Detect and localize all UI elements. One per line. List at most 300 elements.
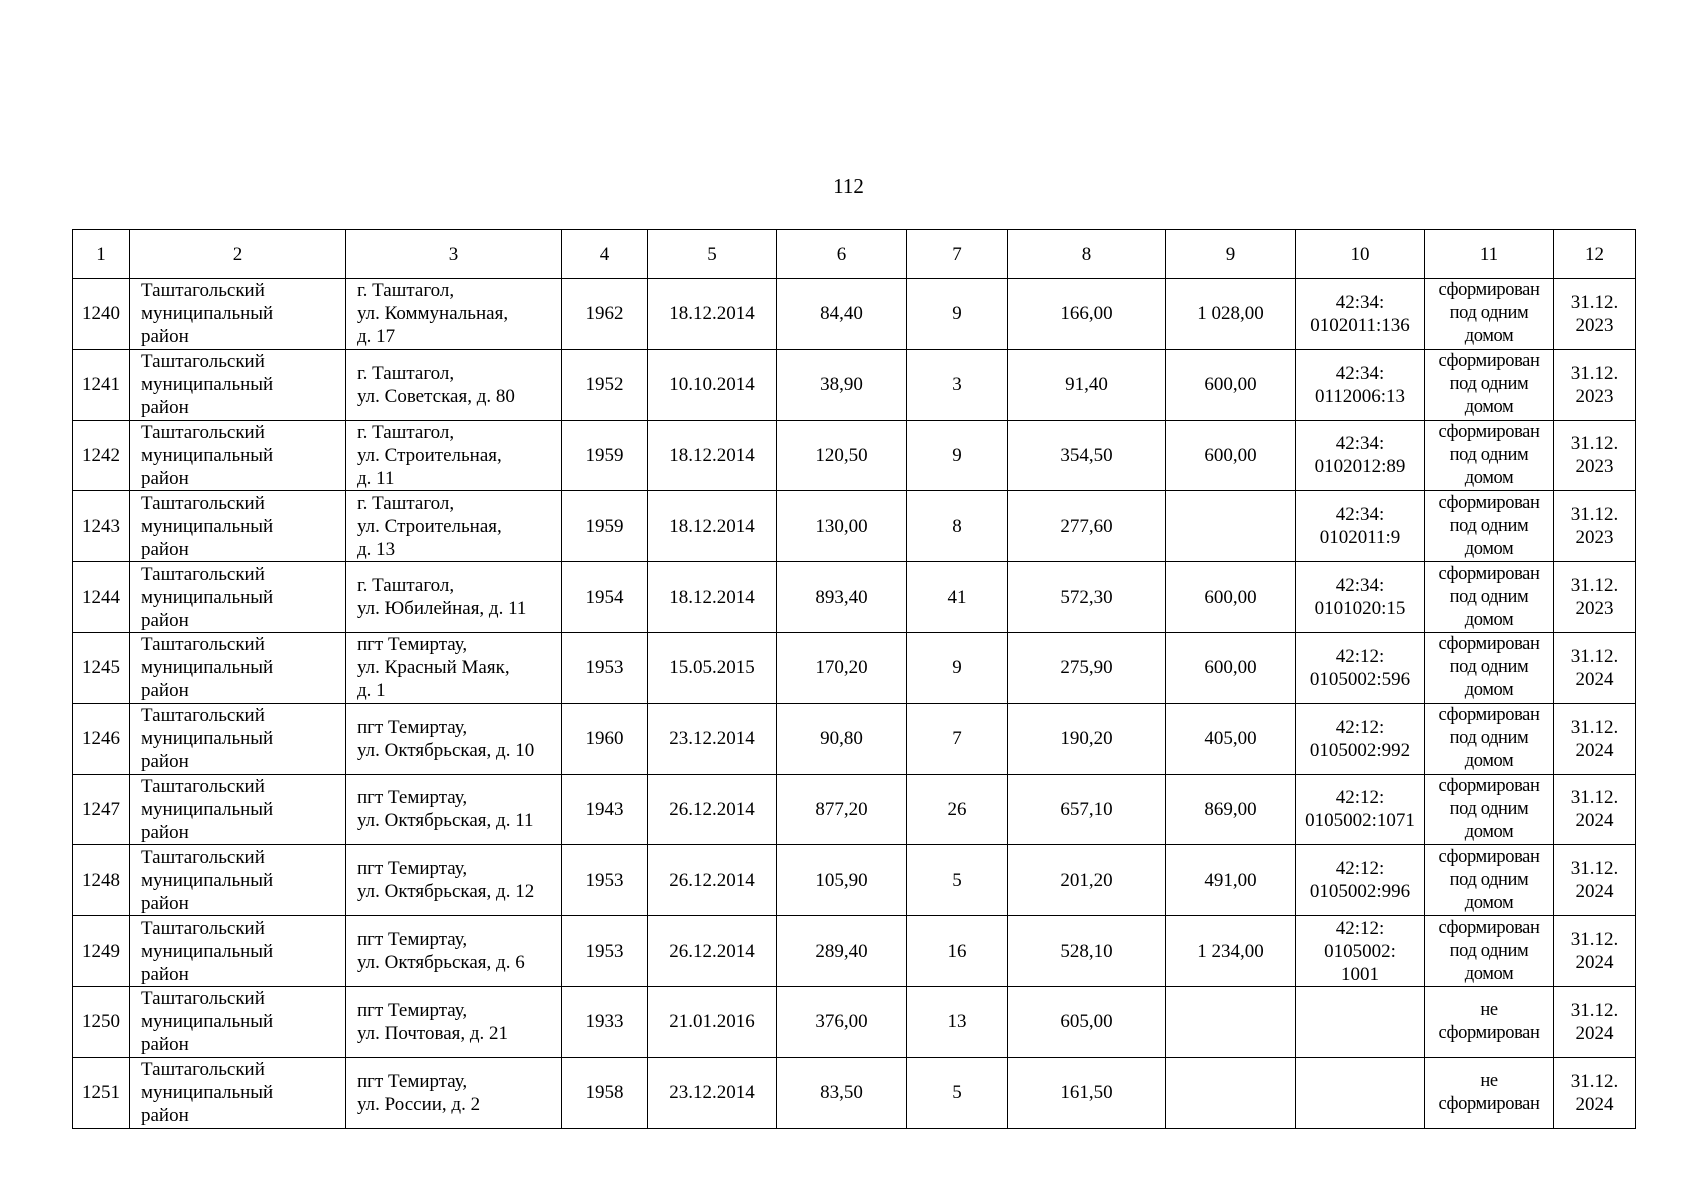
cadastral-number-line: 42:34: [1335, 504, 1385, 526]
residents-cell: 3 [907, 349, 1008, 420]
address-line: д. 11 [357, 467, 395, 489]
column-header-10: 10 [1296, 230, 1425, 279]
residents-cell: 13 [907, 986, 1008, 1057]
land-plot-status-line: под одним [1449, 515, 1529, 536]
address-line: пгт Темиртау, [357, 858, 468, 880]
deadline-date-line: 2023 [1575, 456, 1614, 478]
address-cell [346, 562, 562, 633]
date-cell: 26.12.2014 [648, 916, 777, 987]
municipality-line: муниципальный [141, 798, 274, 820]
deadline-date-cell [1554, 562, 1636, 633]
row-number-cell: 1247 [73, 774, 130, 845]
address-line: пгт Темиртау, [357, 999, 468, 1021]
area-cell-8: 277,60 [1008, 491, 1166, 562]
year-built-cell: 1943 [562, 774, 648, 845]
address-line: д. 1 [357, 680, 386, 702]
column-header-9: 9 [1166, 230, 1296, 279]
land-plot-status-cell [1425, 916, 1554, 987]
municipality-line: Таштагольский [141, 634, 265, 656]
cadastral-number-line: 0105002: [1324, 940, 1396, 962]
row-number-cell: 1244 [73, 562, 130, 633]
date-cell: 23.12.2014 [648, 1057, 777, 1128]
municipality-line: район [141, 397, 189, 419]
address-line: ул. Октябрьская, д. 12 [357, 881, 535, 903]
deadline-date-line: 31.12. [1570, 1070, 1619, 1092]
land-plot-status-line: под одним [1449, 586, 1529, 607]
address-cell [346, 632, 562, 703]
land-plot-status-line: сформирован [1438, 492, 1540, 513]
cadastral-number-line: 42:34: [1335, 362, 1385, 384]
cadastral-number-cell [1296, 703, 1425, 774]
residents-cell: 26 [907, 774, 1008, 845]
cadastral-number-cell [1296, 986, 1425, 1057]
area-cell-6: 376,00 [777, 986, 907, 1057]
land-plot-status-line: под одним [1449, 869, 1529, 890]
deadline-date-line: 2024 [1575, 810, 1614, 832]
area-cell-9: 1 028,00 [1166, 279, 1296, 350]
table-row [73, 774, 1636, 845]
municipality-line: муниципальный [141, 374, 274, 396]
municipality-line: муниципальный [141, 515, 274, 537]
row-number-cell: 1245 [73, 632, 130, 703]
cadastral-number-line: 1001 [1341, 963, 1379, 985]
cadastral-number-cell [1296, 491, 1425, 562]
cadastral-number-line: 42:34: [1335, 575, 1385, 597]
address-line: г. Таштагол, [357, 492, 455, 514]
cadastral-number-cell [1296, 916, 1425, 987]
cadastral-number-line: 42:12: [1335, 645, 1385, 667]
table-row [73, 562, 1636, 633]
address-cell [346, 1057, 562, 1128]
table-row [73, 632, 1636, 703]
address-cell [346, 703, 562, 774]
municipality-line: Таштагольский [141, 988, 265, 1010]
land-plot-status-line: сформирован [1438, 563, 1540, 584]
cadastral-number-line: 0102011:9 [1319, 527, 1401, 549]
deadline-date-line: 2023 [1575, 314, 1614, 336]
deadline-date-cell [1554, 986, 1636, 1057]
address-line: ул. Советская, д. 80 [357, 385, 515, 407]
deadline-date-line: 2024 [1575, 739, 1614, 761]
land-plot-status-cell [1425, 1057, 1554, 1128]
municipality-line: муниципальный [141, 728, 274, 750]
land-plot-status-line: домом [1464, 397, 1514, 418]
cadastral-number-line: 0105002:1071 [1305, 810, 1415, 832]
cadastral-number-cell [1296, 632, 1425, 703]
residents-cell: 8 [907, 491, 1008, 562]
cadastral-number-line: 0105002:996 [1309, 881, 1411, 903]
row-number-cell: 1248 [73, 845, 130, 916]
address-cell [346, 845, 562, 916]
land-plot-status-line: под одним [1449, 303, 1529, 324]
land-plot-status-cell [1425, 845, 1554, 916]
municipality-cell [130, 1057, 346, 1128]
deadline-date-cell [1554, 1057, 1636, 1128]
municipality-line: Таштагольский [141, 280, 265, 302]
cadastral-number-cell [1296, 420, 1425, 491]
cadastral-number-line: 0105002:596 [1309, 668, 1411, 690]
deadline-date-line: 31.12. [1570, 999, 1619, 1021]
row-number-cell: 1246 [73, 703, 130, 774]
cadastral-number-cell [1296, 845, 1425, 916]
address-cell [346, 916, 562, 987]
column-header-3: 3 [346, 230, 562, 279]
cadastral-number-line: 42:34: [1335, 291, 1385, 313]
municipality-cell [130, 562, 346, 633]
municipality-line: район [141, 609, 189, 631]
land-plot-status-cell [1425, 349, 1554, 420]
area-cell-9 [1166, 491, 1296, 562]
column-header-1: 1 [73, 230, 130, 279]
area-cell-9 [1166, 1057, 1296, 1128]
area-cell-9: 491,00 [1166, 845, 1296, 916]
land-plot-status-cell [1425, 562, 1554, 633]
municipality-line: Таштагольский [141, 917, 265, 939]
municipality-line: Таштагольский [141, 846, 265, 868]
date-cell: 26.12.2014 [648, 774, 777, 845]
date-cell: 23.12.2014 [648, 703, 777, 774]
deadline-date-line: 31.12. [1570, 645, 1619, 667]
deadline-date-cell [1554, 774, 1636, 845]
cadastral-number-line: 42:12: [1335, 917, 1385, 939]
municipality-line: район [141, 326, 189, 348]
cadastral-number-line: 42:12: [1335, 858, 1385, 880]
year-built-cell: 1953 [562, 916, 648, 987]
cadastral-number-line: 0102011:136 [1310, 314, 1410, 336]
table-row [73, 279, 1636, 350]
address-line: ул. Октябрьская, д. 6 [357, 952, 525, 974]
deadline-date-line: 2023 [1575, 385, 1614, 407]
area-cell-6: 289,40 [777, 916, 907, 987]
area-cell-6: 893,40 [777, 562, 907, 633]
land-plot-status-line: сформирован [1438, 846, 1540, 867]
municipality-line: муниципальный [141, 1082, 274, 1104]
land-plot-status-line: домом [1464, 467, 1514, 488]
address-cell [346, 349, 562, 420]
cadastral-number-cell [1296, 349, 1425, 420]
row-number-cell: 1240 [73, 279, 130, 350]
cadastral-number-line: 42:12: [1335, 787, 1385, 809]
land-plot-status-line: сформирован [1438, 775, 1540, 796]
municipality-line: район [141, 680, 189, 702]
address-line: пгт Темиртау, [357, 929, 468, 951]
residents-cell: 9 [907, 279, 1008, 350]
residents-cell: 7 [907, 703, 1008, 774]
municipality-line: Таштагольский [141, 421, 265, 443]
deadline-date-cell [1554, 420, 1636, 491]
land-plot-status-line: домом [1464, 538, 1514, 559]
area-cell-9: 600,00 [1166, 632, 1296, 703]
municipality-line: район [141, 1105, 189, 1127]
area-cell-9: 405,00 [1166, 703, 1296, 774]
municipality-cell [130, 491, 346, 562]
deadline-date-line: 31.12. [1570, 929, 1619, 951]
area-cell-8: 166,00 [1008, 279, 1166, 350]
land-plot-status-cell [1425, 420, 1554, 491]
date-cell: 18.12.2014 [648, 279, 777, 350]
deadline-date-line: 2024 [1575, 1022, 1614, 1044]
cadastral-number-line: 0112006:13 [1314, 385, 1406, 407]
municipality-line: муниципальный [141, 657, 274, 679]
address-line: ул. России, д. 2 [357, 1093, 481, 1115]
deadline-date-line: 31.12. [1570, 291, 1619, 313]
deadline-date-cell [1554, 279, 1636, 350]
land-plot-status-cell [1425, 703, 1554, 774]
land-plot-status-line: под одним [1449, 444, 1529, 465]
table-row [73, 916, 1636, 987]
column-header-12: 12 [1554, 230, 1636, 279]
area-cell-9 [1166, 986, 1296, 1057]
column-number-header-row [73, 230, 1636, 279]
area-cell-9: 869,00 [1166, 774, 1296, 845]
area-cell-6: 105,90 [777, 845, 907, 916]
column-header-4: 4 [562, 230, 648, 279]
residents-cell: 16 [907, 916, 1008, 987]
address-line: ул. Октябрьская, д. 11 [357, 810, 534, 832]
municipality-line: муниципальный [141, 444, 274, 466]
column-header-6: 6 [777, 230, 907, 279]
municipality-cell [130, 279, 346, 350]
land-plot-status-cell [1425, 632, 1554, 703]
area-cell-8: 91,40 [1008, 349, 1166, 420]
land-plot-status-line: домом [1464, 821, 1514, 842]
municipality-line: Таштагольский [141, 705, 265, 727]
address-line: ул. Почтовая, д. 21 [357, 1022, 509, 1044]
table-row [73, 1057, 1636, 1128]
deadline-date-line: 2024 [1575, 668, 1614, 690]
municipality-line: Таштагольский [141, 1059, 265, 1081]
address-cell [346, 774, 562, 845]
municipality-cell [130, 420, 346, 491]
address-line: ул. Строительная, [357, 515, 502, 537]
residents-cell: 5 [907, 845, 1008, 916]
land-plot-status-line: под одним [1449, 940, 1529, 961]
land-plot-status-line: сформирован [1438, 351, 1540, 372]
row-number-cell: 1251 [73, 1057, 130, 1128]
deadline-date-line: 31.12. [1570, 716, 1619, 738]
column-header-7: 7 [907, 230, 1008, 279]
land-plot-status-line: домом [1464, 751, 1514, 772]
municipality-line: район [141, 821, 189, 843]
deadline-date-line: 31.12. [1570, 433, 1619, 455]
address-line: пгт Темиртау, [357, 634, 468, 656]
address-cell [346, 420, 562, 491]
deadline-date-cell [1554, 703, 1636, 774]
municipality-line: Таштагольский [141, 563, 265, 585]
column-header-8: 8 [1008, 230, 1166, 279]
year-built-cell: 1952 [562, 349, 648, 420]
date-cell: 18.12.2014 [648, 562, 777, 633]
land-plot-status-line: домом [1464, 892, 1514, 913]
address-cell [346, 986, 562, 1057]
land-plot-status-line: под одним [1449, 728, 1529, 749]
area-cell-8: 275,90 [1008, 632, 1166, 703]
cadastral-number-line: 42:12: [1335, 716, 1385, 738]
address-line: ул. Строительная, [357, 444, 502, 466]
area-cell-8: 528,10 [1008, 916, 1166, 987]
deadline-date-line: 31.12. [1570, 575, 1619, 597]
address-line: ул. Коммунальная, [357, 303, 509, 325]
deadline-date-line: 2023 [1575, 527, 1614, 549]
page-number: 112 [833, 174, 864, 198]
table-row [73, 491, 1636, 562]
municipality-line: район [141, 1034, 189, 1056]
area-cell-8: 572,30 [1008, 562, 1166, 633]
municipality-line: район [141, 751, 189, 773]
deadline-date-line: 31.12. [1570, 504, 1619, 526]
area-cell-6: 877,20 [777, 774, 907, 845]
land-plot-status-line: домом [1464, 326, 1514, 347]
cadastral-number-line: 0101020:15 [1314, 598, 1406, 620]
land-plot-status-cell [1425, 986, 1554, 1057]
residents-cell: 5 [907, 1057, 1008, 1128]
municipality-line: муниципальный [141, 586, 274, 608]
deadline-date-line: 2023 [1575, 598, 1614, 620]
cadastral-number-line: 0102012:89 [1314, 456, 1406, 478]
municipality-line: муниципальный [141, 869, 274, 891]
address-line: д. 13 [357, 538, 396, 560]
cadastral-number-line: 0105002:992 [1309, 739, 1411, 761]
residents-cell: 9 [907, 420, 1008, 491]
area-cell-8: 190,20 [1008, 703, 1166, 774]
address-cell [346, 491, 562, 562]
cadastral-number-cell [1296, 774, 1425, 845]
cadastral-number-cell [1296, 1057, 1425, 1128]
land-plot-status-line: сформирован [1438, 634, 1540, 655]
year-built-cell: 1953 [562, 845, 648, 916]
year-built-cell: 1960 [562, 703, 648, 774]
municipality-line: район [141, 467, 189, 489]
deadline-date-line: 31.12. [1570, 362, 1619, 384]
municipality-line: Таштагольский [141, 492, 265, 514]
municipality-cell [130, 916, 346, 987]
land-plot-status-cell [1425, 279, 1554, 350]
year-built-cell: 1954 [562, 562, 648, 633]
municipality-line: район [141, 538, 189, 560]
municipality-cell [130, 632, 346, 703]
land-plot-status-line: домом [1464, 609, 1514, 630]
address-line: пгт Темиртау, [357, 787, 468, 809]
municipality-cell [130, 703, 346, 774]
municipality-cell [130, 774, 346, 845]
area-cell-8: 201,20 [1008, 845, 1166, 916]
table-row [73, 349, 1636, 420]
cadastral-number-line: 42:34: [1335, 433, 1385, 455]
area-cell-6: 90,80 [777, 703, 907, 774]
year-built-cell: 1959 [562, 491, 648, 562]
land-plot-status-line: под одним [1449, 374, 1529, 395]
deadline-date-cell [1554, 845, 1636, 916]
land-plot-status-line: сформирован [1438, 1022, 1540, 1043]
column-header-2: 2 [130, 230, 346, 279]
deadline-date-line: 2024 [1575, 881, 1614, 903]
area-cell-6: 170,20 [777, 632, 907, 703]
address-line: ул. Октябрьская, д. 10 [357, 739, 535, 761]
date-cell: 18.12.2014 [648, 491, 777, 562]
land-plot-status-cell [1425, 774, 1554, 845]
table-row [73, 420, 1636, 491]
residents-cell: 41 [907, 562, 1008, 633]
area-cell-9: 600,00 [1166, 562, 1296, 633]
address-line: г. Таштагол, [357, 575, 455, 597]
deadline-date-line: 31.12. [1570, 858, 1619, 880]
area-cell-6: 83,50 [777, 1057, 907, 1128]
row-number-cell: 1242 [73, 420, 130, 491]
land-plot-status-line: сформирован [1438, 705, 1540, 726]
date-cell: 21.01.2016 [648, 986, 777, 1057]
deadline-date-line: 31.12. [1570, 787, 1619, 809]
cadastral-number-cell [1296, 279, 1425, 350]
municipality-line: муниципальный [141, 303, 274, 325]
land-plot-status-line: сформирован [1438, 421, 1540, 442]
area-cell-6: 84,40 [777, 279, 907, 350]
land-plot-status-line: не [1480, 999, 1498, 1020]
deadline-date-cell [1554, 916, 1636, 987]
land-plot-status-line: сформирован [1438, 280, 1540, 301]
area-cell-9: 600,00 [1166, 420, 1296, 491]
land-plot-status-cell [1425, 491, 1554, 562]
date-cell: 10.10.2014 [648, 349, 777, 420]
row-number-cell: 1250 [73, 986, 130, 1057]
municipality-cell [130, 349, 346, 420]
address-line: пгт Темиртау, [357, 716, 468, 738]
land-plot-status-line: под одним [1449, 798, 1529, 819]
address-line: пгт Темиртау, [357, 1070, 468, 1092]
area-cell-9: 600,00 [1166, 349, 1296, 420]
address-cell [346, 279, 562, 350]
row-number-cell: 1249 [73, 916, 130, 987]
municipality-line: Таштагольский [141, 775, 265, 797]
row-number-cell: 1243 [73, 491, 130, 562]
land-plot-status-line: не [1480, 1070, 1498, 1091]
area-cell-8: 657,10 [1008, 774, 1166, 845]
address-line: д. 17 [357, 326, 396, 348]
date-cell: 15.05.2015 [648, 632, 777, 703]
area-cell-6: 120,50 [777, 420, 907, 491]
address-line: г. Таштагол, [357, 362, 455, 384]
year-built-cell: 1953 [562, 632, 648, 703]
land-plot-status-line: домом [1464, 680, 1514, 701]
municipality-line: район [141, 892, 189, 914]
address-line: г. Таштагол, [357, 280, 455, 302]
address-line: ул. Красный Маяк, [357, 657, 510, 679]
area-cell-8: 605,00 [1008, 986, 1166, 1057]
table-body [73, 279, 1636, 1129]
deadline-date-line: 2024 [1575, 1093, 1614, 1115]
municipality-line: муниципальный [141, 940, 274, 962]
area-cell-8: 354,50 [1008, 420, 1166, 491]
row-number-cell: 1241 [73, 349, 130, 420]
land-plot-status-line: домом [1464, 963, 1514, 984]
area-cell-6: 130,00 [777, 491, 907, 562]
land-plot-status-line: сформирован [1438, 1093, 1540, 1114]
year-built-cell: 1933 [562, 986, 648, 1057]
year-built-cell: 1959 [562, 420, 648, 491]
column-header-11: 11 [1425, 230, 1554, 279]
cadastral-number-cell [1296, 562, 1425, 633]
column-header-5: 5 [648, 230, 777, 279]
residents-cell: 9 [907, 632, 1008, 703]
housing-registry-table [72, 229, 1636, 1129]
municipality-line: Таштагольский [141, 351, 265, 373]
land-plot-status-line: под одним [1449, 657, 1529, 678]
date-cell: 18.12.2014 [648, 420, 777, 491]
deadline-date-cell [1554, 491, 1636, 562]
deadline-date-cell [1554, 349, 1636, 420]
table-row [73, 703, 1636, 774]
year-built-cell: 1962 [562, 279, 648, 350]
area-cell-6: 38,90 [777, 349, 907, 420]
